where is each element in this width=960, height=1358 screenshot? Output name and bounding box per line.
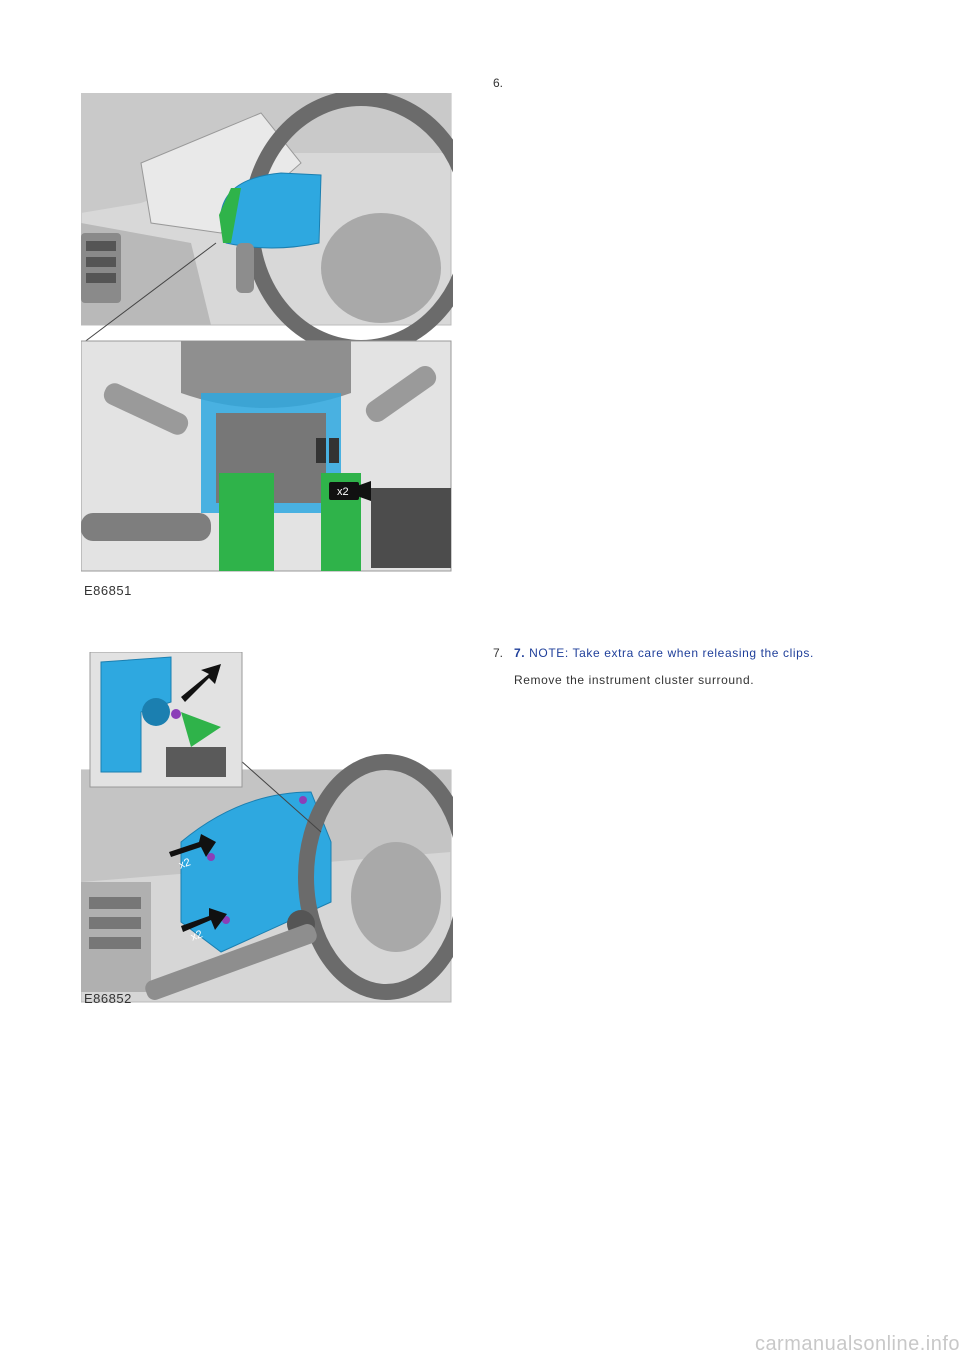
step-7-number: 7. — [493, 646, 504, 660]
figure-e86851-illustration — [81, 93, 453, 578]
callout-x2: x2 — [337, 486, 349, 498]
step-6-number: 6. — [493, 76, 504, 90]
callout-x2-lower: x2 — [189, 928, 205, 944]
figure-label: E86852 — [84, 991, 132, 1006]
step-7-note — [514, 646, 934, 660]
step-7-bold-number: 7. — [514, 646, 526, 660]
watermark: carmanualsonline.info — [754, 1333, 960, 1355]
step-7-note-text: NOTE: Take extra care when releasing the clips. — [529, 646, 814, 660]
step-7-instruction: Remove the instrument cluster surround. — [514, 673, 755, 687]
figure-label: E86851 — [84, 583, 132, 598]
figure-e86852 — [81, 652, 453, 1012]
figure-e86852-illustration — [81, 652, 453, 1012]
figure-e86851 — [81, 93, 453, 598]
callout-x2-upper: x2 — [177, 856, 193, 872]
